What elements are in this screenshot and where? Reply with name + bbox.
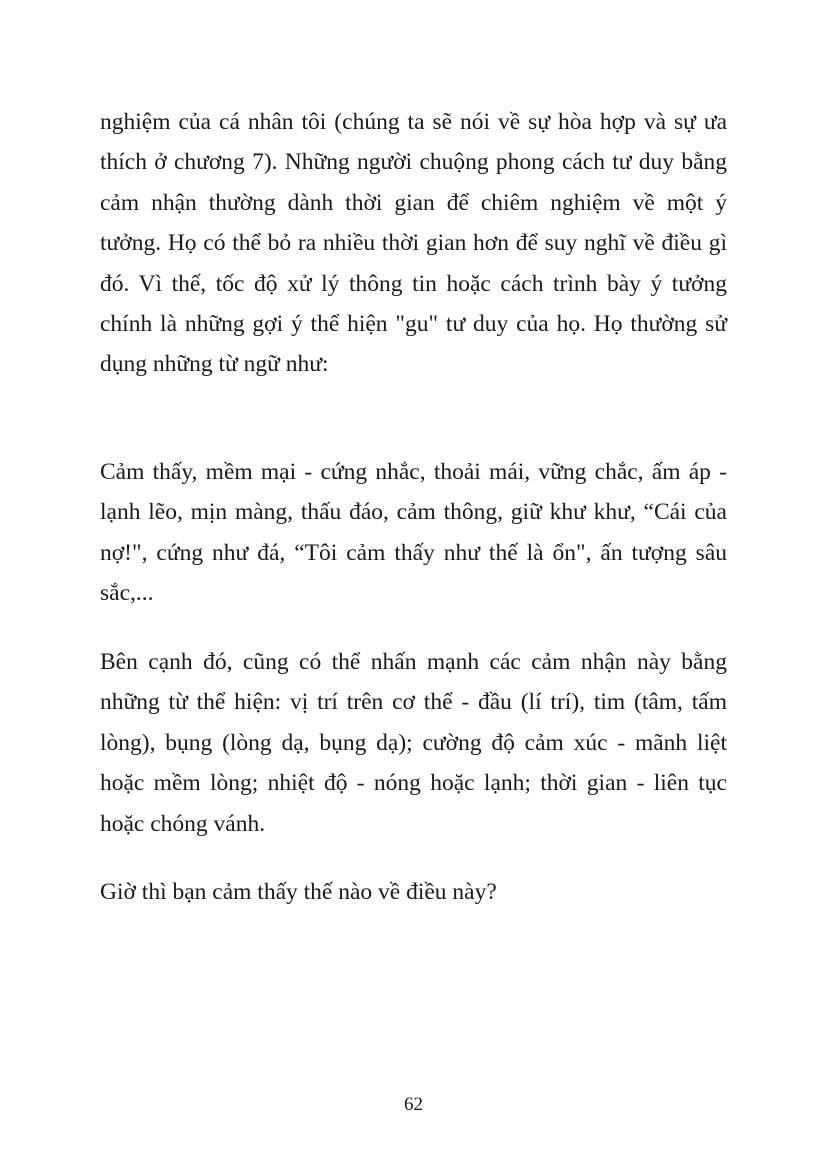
paragraph-intro: nghiệm của cá nhân tôi (chúng ta sẽ nói về sự hòa hợp và sự ưa thích ở chương 7). Những người chuộng phong cách tư duy bằng cảm nhận thường dành thời gian để chiêm nghiệm về một ý tưởng. Họ có thể bỏ ra nhiều thời gian hơn để suy nghĩ về điều gì đó. Vì thế, tốc độ xử lý thông tin hoặc cách trình bày ý tưởng chính là những gợi ý thể hiện "gu" tư duy của họ. Họ thường sử dụng những từ ngữ như:	[100, 109, 727, 378]
paragraph-emphasis: Bên cạnh đó, cũng có thể nhấn mạnh các cảm nhận này bằng những từ thể hiện: vị trí trên cơ thể - đầu (lí trí), tim (tâm, tấm lòng), bụng (lòng dạ, bụng dạ); cường độ cảm xúc - mãnh liệt hoặc mềm lòng; nhiệt độ - nóng hoặc lạnh; thời gian - liên tục hoặc chóng vánh.	[100, 649, 727, 837]
page-number: 62	[404, 1094, 423, 1115]
paragraph-question: Giờ thì bạn cảm thấy thế nào về điều này?	[100, 879, 497, 905]
paragraph-word-examples: Cảm thấy, mềm mại - cứng nhắc, thoải mái, vững chắc, ấm áp - lạnh lẽo, mịn màng, thấu đáo, cảm thông, giữ khư khư, “Cái của nợ!", cứng như đá, “Tôi cảm thấy như thế là ổn", ấn tượng sâu sắc,...	[100, 459, 727, 607]
